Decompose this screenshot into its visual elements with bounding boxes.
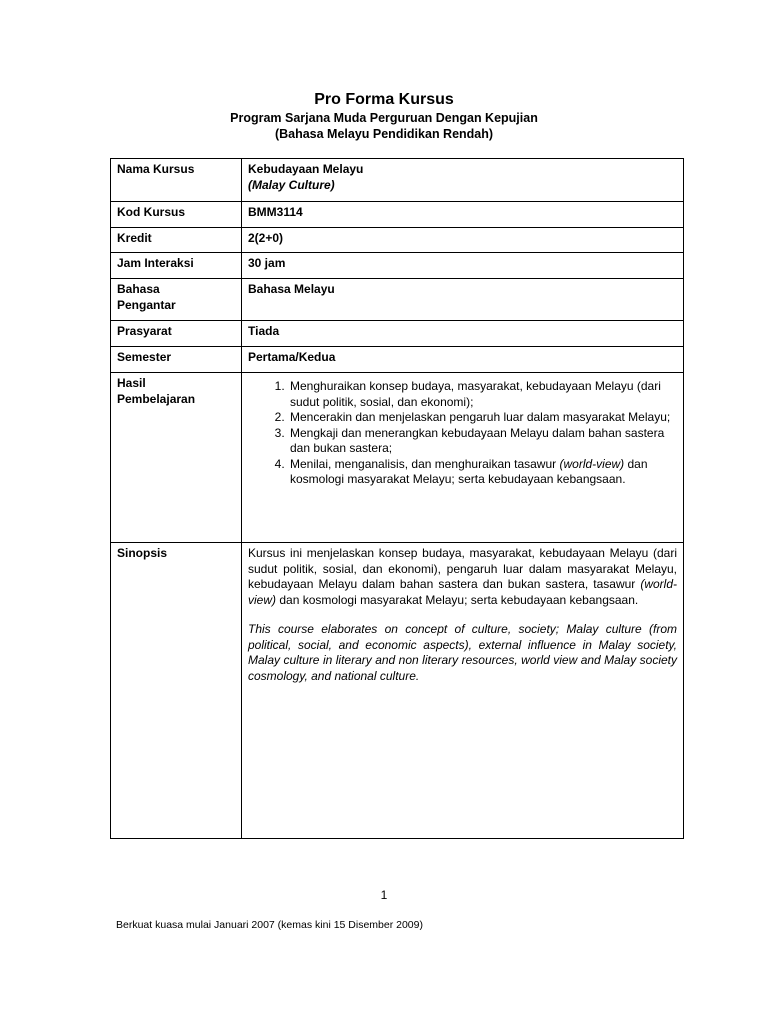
label-hasil-pembelajaran: [111, 373, 242, 543]
label-bahasa-pengantar: [111, 279, 242, 321]
label-jam-interaksi: Jam Interaksi: [111, 253, 242, 279]
synopsis-english: This course elaborates on concept of culture, society; Malay culture (from political, social, and economic aspects), external influence in Malay society, Malay culture in literary and non literary resources, world view and Malay society cosmology, and national culture.: [248, 622, 677, 683]
row-jam-interaksi: [111, 253, 684, 279]
value-semester: Pertama/Kedua: [242, 347, 684, 373]
label-semester: Semester: [111, 347, 242, 373]
value-nama-kursus: [242, 159, 684, 202]
learning-outcome-item: 1. Menghuraikan konsep budaya, masyarakat, kebudayaan Melayu (dari sudut politik, sosial, dan ekonomi);: [288, 379, 677, 410]
value-hasil-pembelajaran: [242, 373, 684, 543]
label-sinopsis: Sinopsis: [111, 543, 242, 839]
row-bahasa-pengantar: [111, 279, 684, 321]
document-header: [0, 90, 768, 142]
label-nama-kursus: Nama Kursus: [111, 159, 242, 202]
row-semester: [111, 347, 684, 373]
synopsis-ms-italic: (world-view): [248, 577, 677, 607]
learning-outcome-item: 2. Mencerakin dan menjelaskan pengaruh luar dalam masyarakat Melayu;: [288, 410, 677, 426]
learning-outcomes-list: [248, 379, 677, 488]
value-kredit: 2(2+0): [242, 228, 684, 253]
document-title: Pro Forma Kursus: [314, 91, 454, 108]
row-prasyarat: [111, 321, 684, 347]
row-sinopsis: [111, 543, 684, 839]
synopsis-malay: [248, 546, 677, 608]
value-jam-interaksi: 30 jam: [242, 253, 684, 279]
value-prasyarat: Tiada: [242, 321, 684, 347]
outcome-4-text-b: dan kosmologi masyarakat Melayu; serta kebudayaan kebangsaan.: [290, 456, 648, 486]
course-proforma-table: [110, 158, 684, 839]
synopsis-ms-a: Kursus ini menjelaskan konsep budaya, masyarakat, kebudayaan Melayu (dari sudut politik, sosial, dan ekonomi), pengaruh luar dalam masyarakat Melayu, kebudayaan Melayu dalam bahan sastera dan bukan sastera, tasawur: [248, 546, 677, 591]
row-hasil-pembelajaran: [111, 373, 684, 543]
row-kredit: [111, 228, 684, 253]
learning-outcome-item: [288, 457, 677, 488]
row-kod-kursus: [111, 202, 684, 228]
outcome-4-italic: (world-view): [559, 456, 625, 471]
value-kod-kursus: BMM3114: [242, 202, 684, 228]
value-bahasa-pengantar: Bahasa Melayu: [242, 279, 684, 321]
label-hasil-line-1: Hasil: [117, 376, 146, 390]
label-hasil-line-2: Pembelajaran: [117, 391, 196, 406]
effective-date-footer: Berkuat kuasa mulai Januari 2007 (kemas kini 15 Disember 2009): [116, 919, 423, 931]
row-nama-kursus: [111, 159, 684, 202]
label-kredit: Kredit: [111, 228, 242, 253]
learning-outcome-item: 3. Mengkaji dan menerangkan kebudayaan Melayu dalam bahan sastera dan bukan sastera;: [288, 426, 677, 457]
program-specialization: (Bahasa Melayu Pendidikan Rendah): [274, 127, 494, 141]
label-bahasa-line-1: Bahasa: [117, 282, 160, 296]
program-name: Program Sarjana Muda Perguruan Dengan Kepujian: [230, 111, 538, 125]
outcome-4-text-a: Menilai, menganalisis, dan menghuraikan tasawur: [290, 456, 560, 471]
course-name-en: (Malay Culture): [248, 177, 335, 192]
label-bahasa-line-2: Pengantar: [117, 297, 176, 312]
value-sinopsis: [242, 543, 684, 839]
page-number: 1: [380, 888, 388, 902]
course-name: Kebudayaan Melayu: [248, 162, 364, 176]
label-kod-kursus: Kod Kursus: [111, 202, 242, 228]
synopsis-ms-b: dan kosmologi masyarakat Melayu; serta kebudayaan kebangsaan.: [276, 592, 639, 607]
label-prasyarat: Prasyarat: [111, 321, 242, 347]
